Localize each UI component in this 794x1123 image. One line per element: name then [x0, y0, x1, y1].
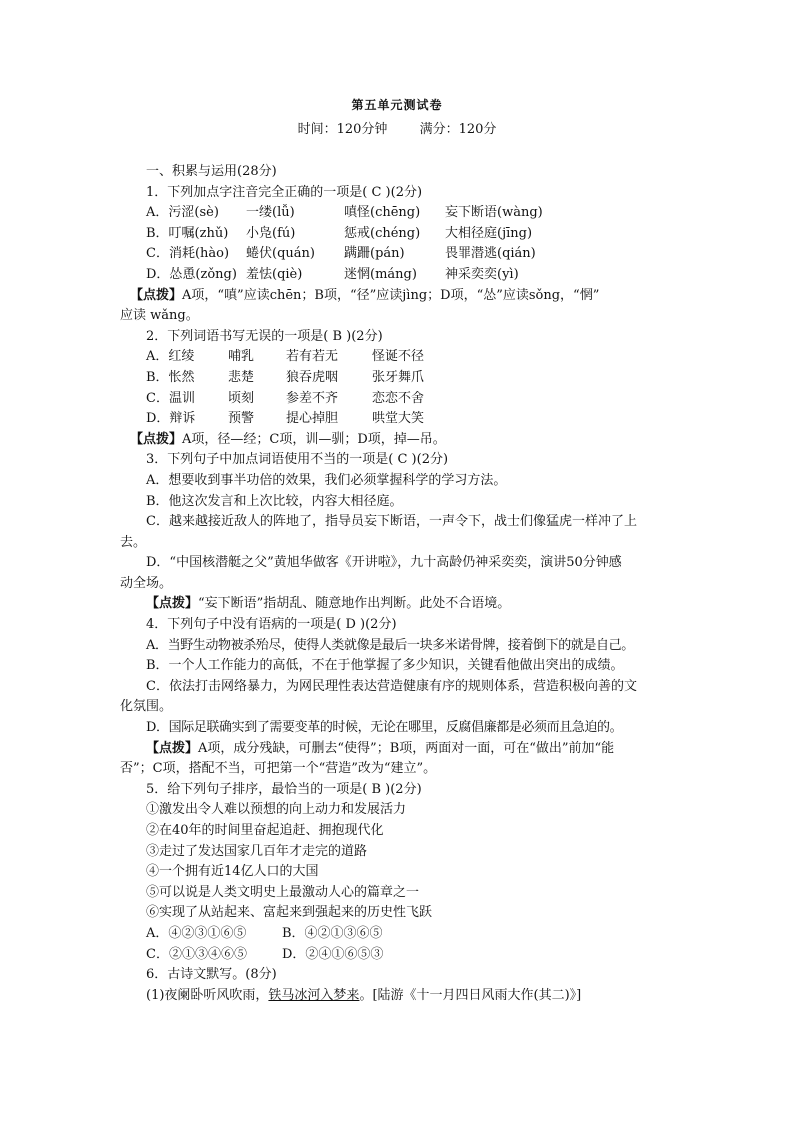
option-item: A．污涩(sè) [146, 205, 219, 221]
poem-answer: 铁马冰河入梦来 [268, 987, 360, 1003]
question-5-stem: 5．给下列句子排序，最恰当的一项是( B )(2分) [146, 781, 422, 797]
sentence-item: ②在40年的时间里奋起追赶、拥抱现代化 [146, 823, 384, 838]
option-item: D．怂恿(zǒng) [146, 266, 237, 282]
question-4-stem: 4．下列句子中没有语病的一项是( D )(2分) [146, 617, 397, 633]
option-item: A．红绫 [146, 349, 195, 365]
question-2-option-b [120, 368, 676, 389]
poem-source: 。[陆游《十一月四日风雨大作(其二)》] [359, 987, 582, 1003]
option-item: 狼吞虎咽 [286, 369, 339, 385]
question-1-note-cont: 应读 wǎng。 [120, 308, 199, 324]
option-item: 妄下断语(wàng) [445, 205, 543, 221]
exam-content [120, 162, 676, 1006]
option-item: 畏罪潜逃(qián) [445, 246, 536, 262]
question-4-option-c: C．依法打击网络暴力，为网民理性表达营造健康有序的规则体系，营造积极向善的文 [146, 678, 637, 694]
question-1-option-c [120, 244, 676, 265]
question-6-stem: 6．古诗文默写。(8分) [146, 967, 277, 983]
question-4-option-a: A．当野生动物被杀殆尽，使得人类就像是最后一块多米诺骨牌，接着倒下的就是自己。 [146, 637, 634, 653]
option-item: 神采奕奕(yì) [445, 266, 519, 282]
question-3-option-c: C．越来越接近敌人的阵地了，指导员妄下断语，一声令下，战士们像猛虎一样冲了上 [146, 514, 637, 530]
option-item: 大相径庭(jīng) [445, 225, 533, 241]
option-item: 小凫(fú) [246, 225, 296, 241]
question-2-stem: 2．下列词语书写无误的一项是( B )(2分) [146, 328, 383, 344]
option-item: 蜷伏(quán) [246, 246, 315, 262]
note-tag: 【点拨】 [146, 740, 199, 756]
option-item: 恋恋不舍 [372, 390, 425, 406]
exam-meta [0, 118, 794, 137]
full-score: 满分：120分 [419, 122, 497, 137]
sentence-item: ⑥实现了从站起来、富起来到强起来的历史性飞跃 [146, 905, 433, 921]
option-item: B．怅然 [146, 369, 195, 385]
option-item: D．②④①⑥⑤③ [282, 946, 384, 962]
question-4-option-c-cont: 化氛围。 [120, 699, 173, 715]
option-item: 张牙舞爪 [372, 369, 425, 385]
note-tag: 【点拨】 [130, 287, 183, 303]
question-5-options-row-2 [120, 945, 676, 966]
note-text: A项，“嗔”应读chēn；B项，“径”应读jìng；D项，“怂”应读sǒng，“惘” [182, 287, 600, 303]
option-item: C．消耗(hào) [146, 246, 230, 262]
question-1-note [120, 286, 676, 307]
question-5-options-row-1 [120, 924, 676, 945]
question-3-note [120, 594, 676, 615]
option-item: 嗔怪(chēng) [344, 205, 421, 221]
option-item: 悲楚 [228, 369, 255, 385]
note-text: A项，径—经；C项，训—驯；D项，掉—吊。 [182, 431, 446, 447]
poem-line: (1)夜阑卧听风吹雨， [146, 987, 269, 1003]
note-text: “妄下断语”指胡乱、随意地作出判断。此处不合语境。 [198, 596, 511, 612]
option-item: C．温训 [146, 390, 195, 406]
option-item: A．④②③①⑥⑤ [146, 925, 247, 941]
question-2-note [120, 430, 676, 451]
question-1-option-b [120, 224, 676, 245]
question-2-option-a [120, 347, 676, 368]
option-item: 迷惘(máng) [344, 266, 417, 282]
option-item: 蹒跚(pán) [344, 246, 405, 262]
option-item: 若有若无 [286, 349, 339, 365]
sentence-item: ⑤可以说是人类文明史上最激动人心的篇章之一 [146, 884, 420, 900]
question-3-option-c-cont: 去。 [120, 534, 147, 550]
question-4-option-b: B．一个人工作能力的高低，不在于他掌握了多少知识，关键看他做出突出的成绩。 [146, 658, 624, 674]
option-item: 顷刻 [228, 390, 255, 406]
note-tag: 【点拨】 [130, 431, 183, 447]
option-item: 提心掉胆 [286, 411, 339, 427]
option-item: B．叮嘱(zhǔ) [146, 225, 229, 241]
option-item: 预警 [228, 411, 255, 427]
question-1-option-a [120, 203, 676, 224]
note-text: A项，成分残缺，可删去“使得”；B项，两面对一面，可在“做出”前加“能 [198, 740, 615, 756]
option-item: 怪诞不径 [372, 349, 425, 365]
question-3-option-a: A．想要收到事半功倍的效果，我们必须掌握科学的学习方法。 [146, 472, 507, 488]
question-1-option-d [120, 265, 676, 286]
option-item: C．②①③④⑥⑤ [146, 946, 247, 962]
option-item: B．④②①③⑥⑤ [282, 925, 383, 941]
option-item: 哄堂大笑 [372, 411, 425, 427]
question-4-option-d: D．国际足联确实到了需要变革的时候，无论在哪里，反腐倡廉都是必须而且急迫的。 [146, 720, 623, 736]
option-item: D．辩诉 [146, 411, 196, 427]
option-item: 惩戒(chéng) [344, 225, 421, 241]
option-item: 一缕(lǚ) [246, 205, 295, 221]
question-6-line-1 [120, 986, 676, 1007]
sentence-item: ①激发出令人难以预想的向上动力和发展活力 [146, 802, 407, 818]
exam-title: 第五单元测试卷 [351, 98, 443, 112]
question-4-note [120, 739, 676, 760]
question-2-option-c [120, 389, 676, 410]
option-item: 参差不齐 [286, 390, 339, 406]
question-3-stem: 3．下列句子中加点词语使用不当的一项是( C )(2分) [146, 452, 449, 468]
sentence-item: ④一个拥有近14亿人口的大国 [146, 864, 319, 880]
note-tag: 【点拨】 [146, 596, 199, 612]
option-item: 哺乳 [228, 349, 255, 365]
question-2-option-d [120, 409, 676, 430]
time-limit: 时间：120分钟 [297, 122, 388, 137]
question-3-option-d-cont: 动全场。 [120, 575, 173, 591]
option-item: 羞怯(qiè) [246, 266, 303, 282]
section-heading: 一、积累与运用(28分) [146, 164, 277, 179]
question-1-stem: 1．下列加点字注音完全正确的一项是( C )(2分) [146, 184, 423, 200]
sentence-item: ③走过了发达国家几百年才走完的道路 [146, 843, 368, 859]
question-3-option-d: D．“中国核潜艇之父”黄旭华做客《开讲啦》，九十高龄仍神采奕奕，演讲50分钟感 [146, 555, 622, 571]
question-3-option-b: B．他这次发言和上次比较，内容大相径庭。 [146, 493, 403, 509]
question-4-note-cont: 否”；C项，搭配不当，可把第一个“营造”改为“建立”。 [120, 761, 437, 777]
